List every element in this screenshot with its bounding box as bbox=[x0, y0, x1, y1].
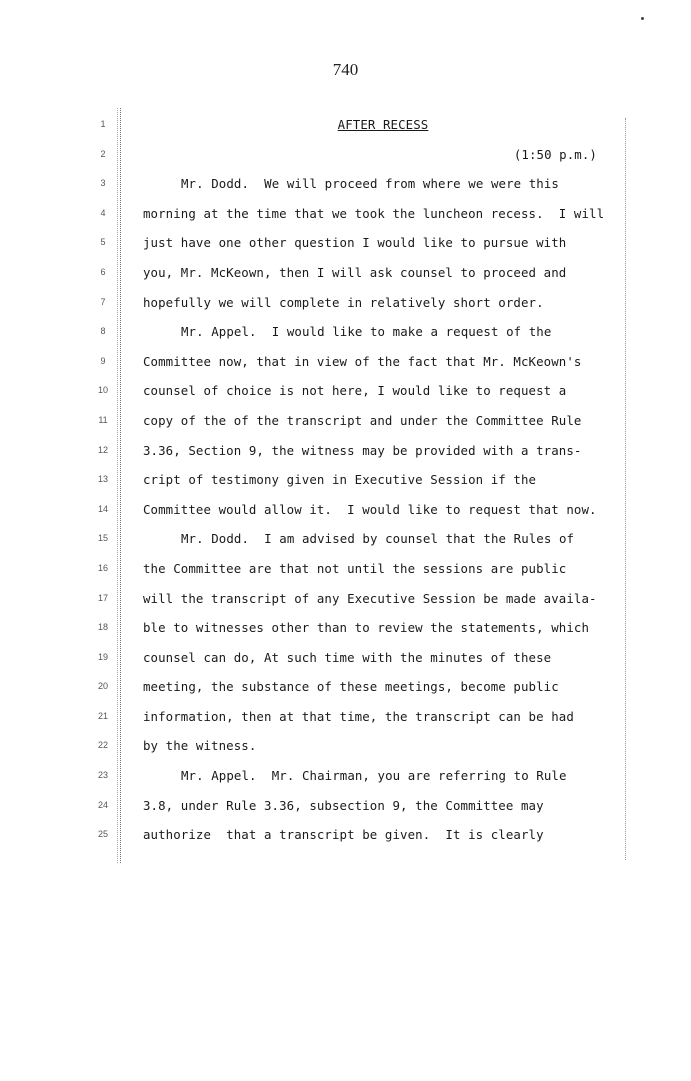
transcript-line: Mr. Appel. I would like to make a request of the bbox=[181, 324, 552, 340]
transcript-line: will the transcript of any Executive Session be made availa- bbox=[143, 590, 597, 606]
line-number: 2 bbox=[100, 148, 106, 159]
left-margin-rule bbox=[120, 108, 121, 863]
transcript-line: you, Mr. McKeown, then I will ask counsel to proceed and bbox=[143, 264, 567, 280]
transcript-line: Committee would allow it. I would like to request that now. bbox=[143, 501, 597, 517]
line-number: 7 bbox=[100, 296, 106, 307]
section-heading-text: AFTER RECESS bbox=[337, 117, 429, 132]
line-number: 21 bbox=[97, 710, 108, 721]
transcript-line: 3.36, Section 9, the witness may be provided with a trans- bbox=[143, 442, 582, 458]
line-number: 15 bbox=[97, 533, 108, 544]
page-number: 740 bbox=[332, 60, 359, 79]
transcript-line: Mr. Appel. Mr. Chairman, you are referring to Rule bbox=[181, 768, 567, 784]
section-heading bbox=[143, 110, 623, 140]
transcript-line: counsel of choice is not here, I would like to request a bbox=[143, 383, 567, 399]
line-number: 24 bbox=[97, 799, 108, 810]
transcript-line: hopefully we will complete in relatively short order. bbox=[143, 294, 544, 310]
transcript-line: authorize that a transcript be given. It is clearly bbox=[143, 827, 544, 843]
transcript-line: the Committee are that not until the sessions are public bbox=[143, 560, 567, 576]
right-margin-rule bbox=[625, 118, 626, 860]
transcript-line: counsel can do, At such time with the minutes of these bbox=[143, 649, 552, 665]
line-number: 4 bbox=[100, 207, 106, 218]
line-number: 8 bbox=[100, 326, 106, 337]
transcript-line: Mr. Dodd. I am advised by counsel that the Rules of bbox=[181, 531, 575, 547]
line-number: 12 bbox=[97, 444, 108, 455]
transcript-line: cript of testimony given in Executive Session if the bbox=[143, 472, 537, 488]
line-number: 1 bbox=[100, 119, 106, 129]
line-number: 11 bbox=[98, 414, 108, 425]
transcript-line: Mr. Dodd. We will proceed from where we were this bbox=[181, 176, 559, 192]
line-number: 23 bbox=[97, 770, 108, 781]
line-number: 14 bbox=[97, 503, 108, 514]
line-number: 25 bbox=[97, 829, 108, 840]
transcript-line: by the witness. bbox=[143, 738, 257, 754]
line-number: 13 bbox=[97, 474, 108, 485]
transcript-line: information, then at that time, the transcript can be had bbox=[143, 708, 574, 724]
transcript-line: ble to witnesses other than to review the statements, which bbox=[143, 620, 590, 636]
line-number: 6 bbox=[100, 266, 106, 277]
line-number: 10 bbox=[97, 385, 108, 396]
transcript-line: meeting, the substance of these meetings, become public bbox=[143, 679, 559, 695]
line-number: 22 bbox=[97, 740, 108, 751]
transcript-line: morning at the time that we took the luncheon recess. I will bbox=[143, 205, 605, 221]
line-number: 9 bbox=[100, 355, 106, 366]
transcript-body bbox=[143, 110, 623, 850]
session-time: (1:50 p.m.) bbox=[513, 146, 597, 162]
line-number: 17 bbox=[97, 592, 108, 603]
line-number: 16 bbox=[97, 562, 108, 573]
transcript-line: just have one other question I would like to pursue with bbox=[143, 235, 567, 251]
line-number: 18 bbox=[97, 622, 108, 633]
line-number: 5 bbox=[100, 237, 106, 248]
transcript-line: 3.8, under Rule 3.36, subsection 9, the Committee may bbox=[143, 797, 544, 813]
transcript-line: Committee now, that in view of the fact that Mr. McKeown's bbox=[143, 353, 582, 369]
transcript-line: copy of the of the transcript and under the Committee Rule bbox=[143, 412, 582, 428]
line-number: 19 bbox=[97, 651, 108, 662]
line-number-column bbox=[96, 110, 110, 850]
ink-speck bbox=[641, 17, 644, 20]
line-number: 3 bbox=[100, 178, 106, 189]
line-number: 20 bbox=[97, 681, 108, 692]
left-margin-rule-inner bbox=[117, 108, 118, 863]
